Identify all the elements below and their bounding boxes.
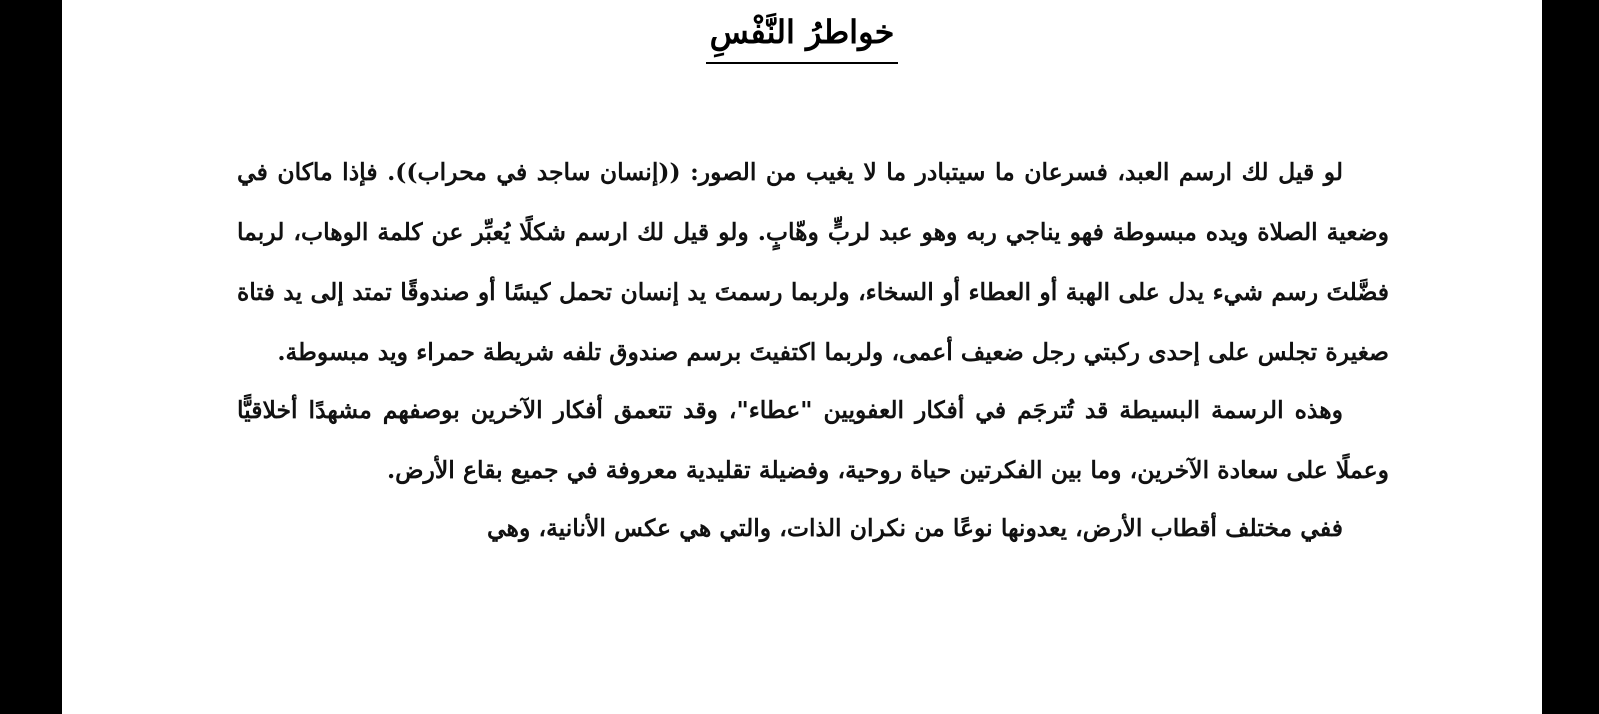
paragraph-3: ففي مختلف أقطاب الأرض، يعدونها نوعًا من نكران الذات، والتي هي عكس الأنانية، وهي: [486, 514, 1343, 542]
paragraph-1: لو قيل لك ارسم العبد، فسرعان ما سيتبادر ما لا يغيب من الصور: ((إنسان ساجد في محراب)). فإذا ماكان في وضعية الصلاة ويده مبسوطة فهو يناجي ربه وهو عبد لربٍّ وهّابٍ. ولو قيل لك ارسم شكلًا يُعبِّر عن كلمة الوهاب، لربما فضَّلتَ رسم شيء يدل على الهبة أو العطاء أو السخاء، ولربما رسمتَ يد إنسان تحمل كيسًا أو صندوقًا تمتد إلى يد فتاة صغيرة تجلس على إحدى ركبتي رجل ضعيف أعمى، ولربما اكتفيتَ برسم صندوق تلفه شريطة حمراء ويد مبسوطة.: [237, 158, 1389, 366]
page-title-text: خواطرُ النَّفْسِ: [706, 8, 899, 64]
body-text: [237, 142, 1389, 558]
document-page[interactable]: [62, 0, 1542, 714]
page-title: [62, 8, 1542, 64]
paragraph-2: وهذه الرسمة البسيطة قد تُترجَم في أفكار العفويين "عطاء"، وقد تتعمق أفكار الآخرين بوصفهم مشهدًا أخلاقيًّا وعملًا على سعادة الآخرين، وما بين الفكرتين حياة روحية، وفضيلة تقليدية معروفة في جميع بقاع الأرض.: [237, 396, 1389, 484]
